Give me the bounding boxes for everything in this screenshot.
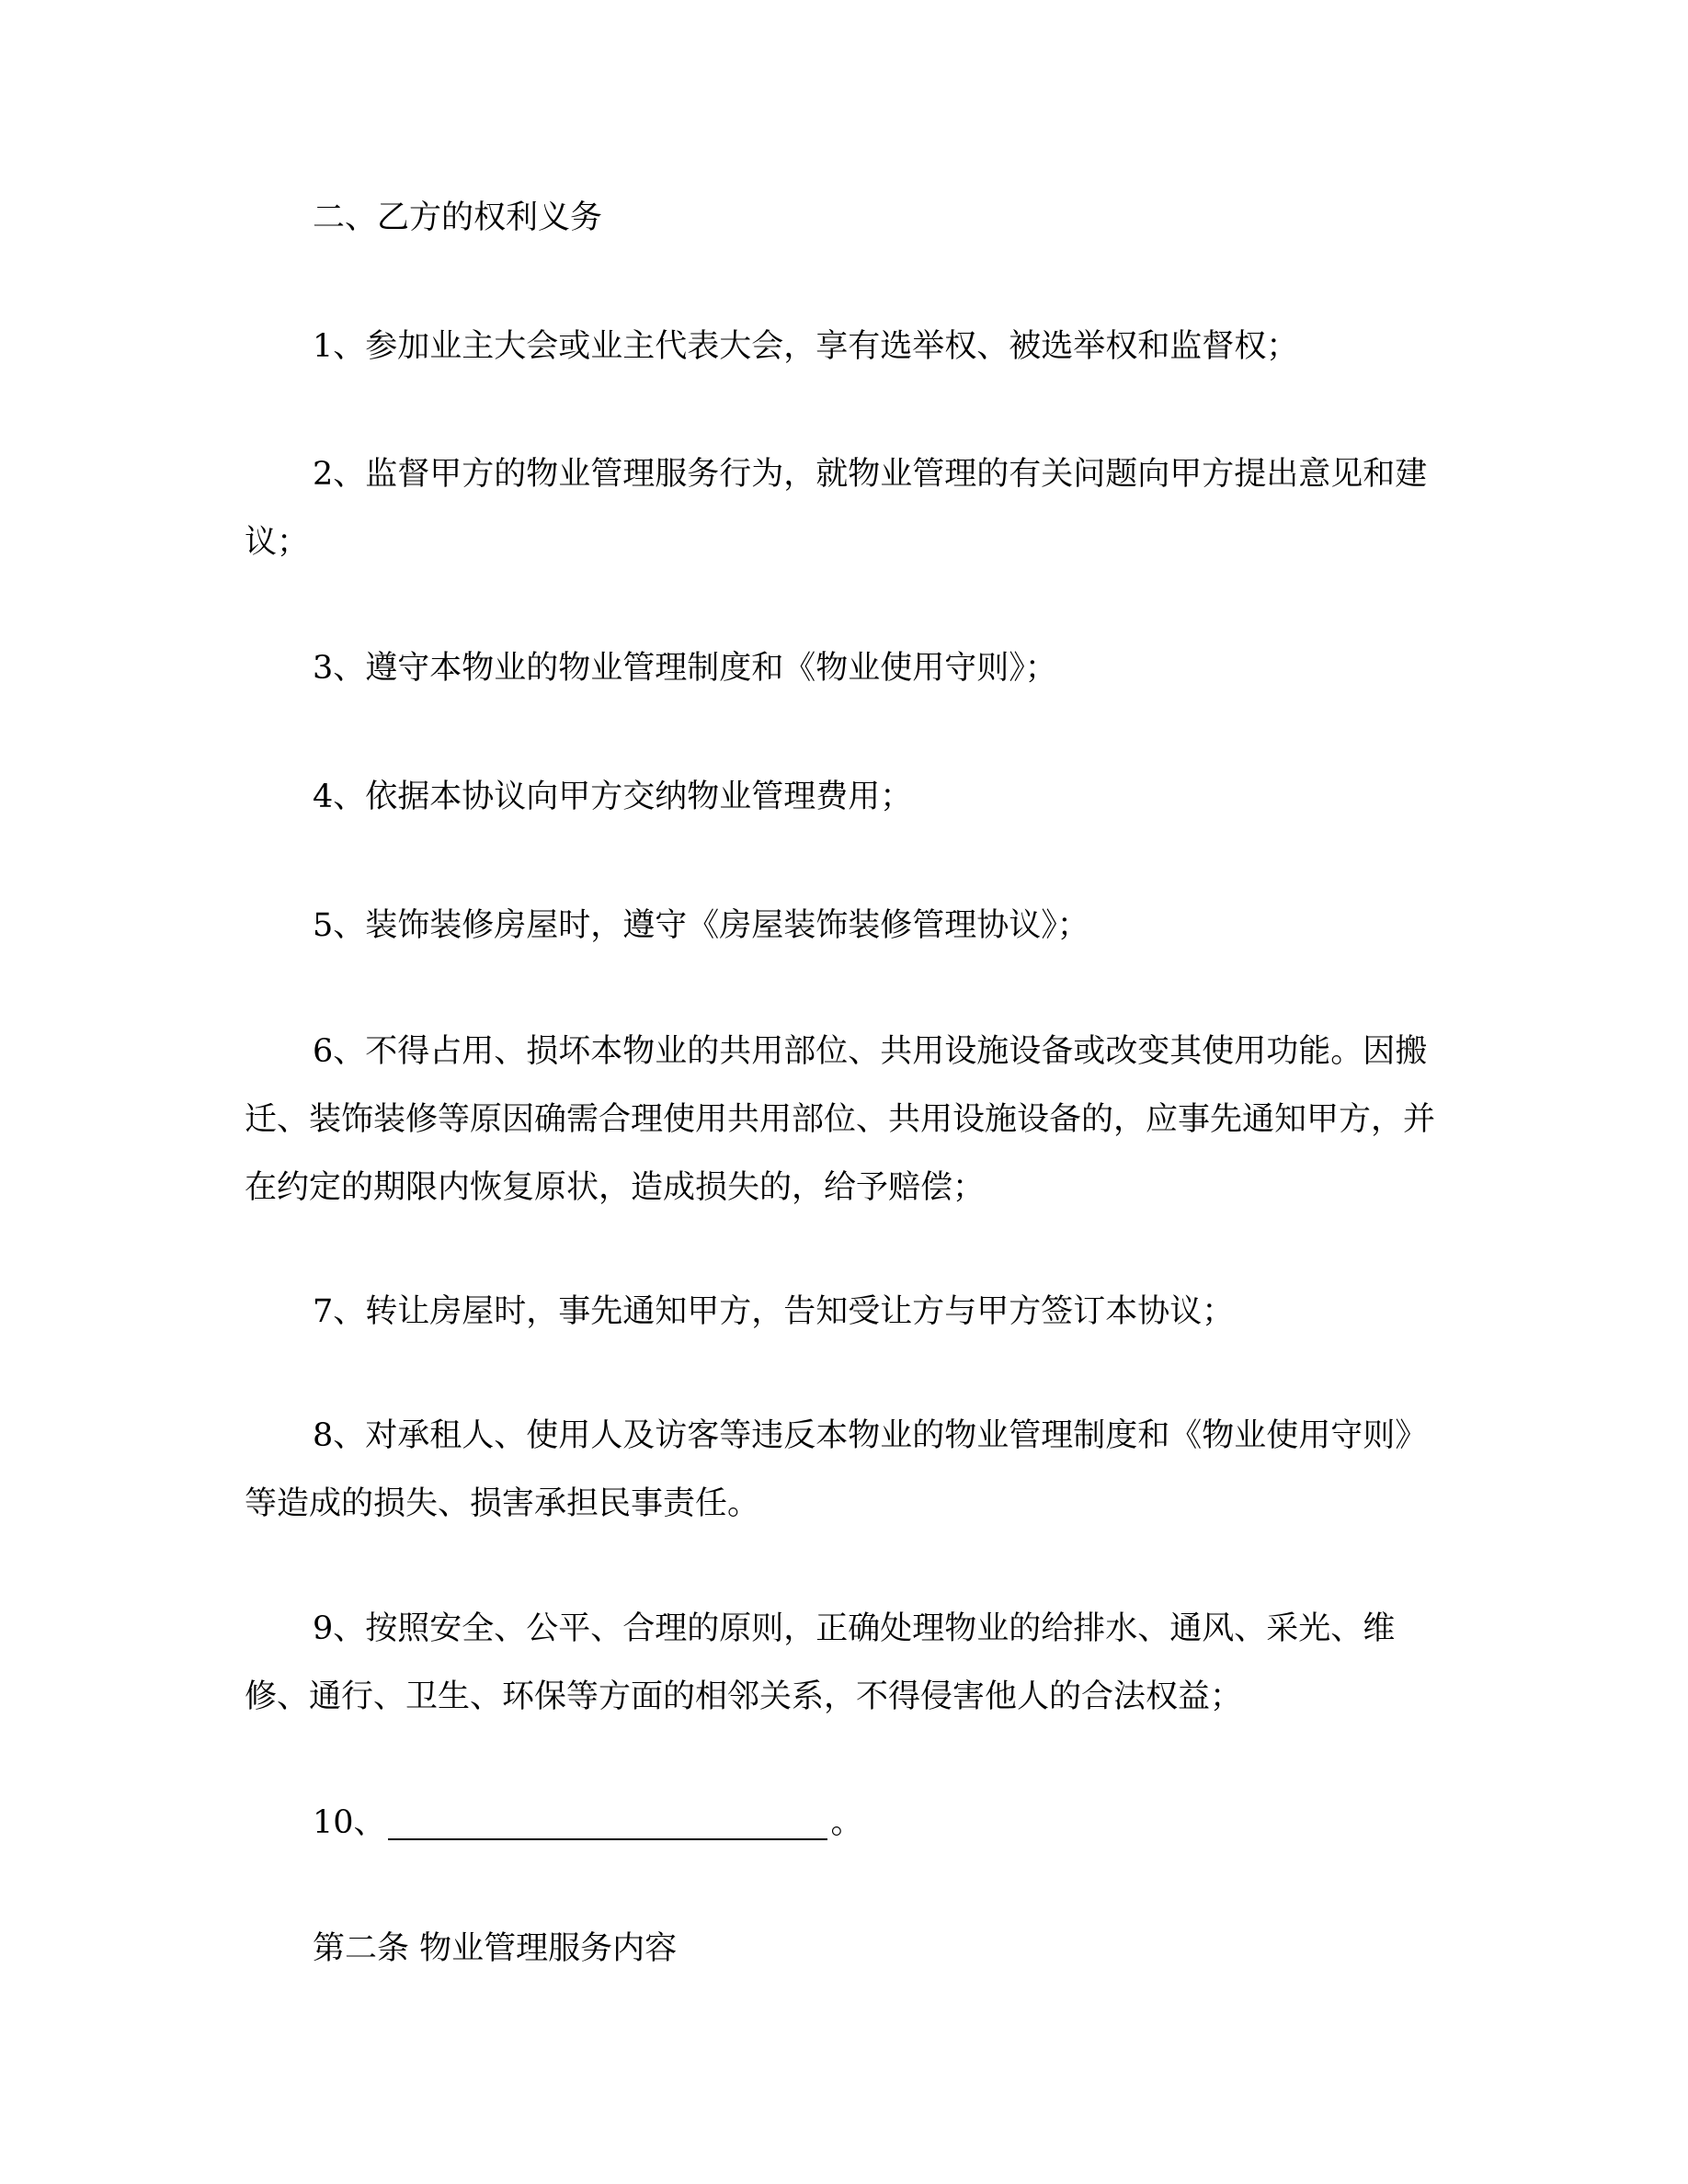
item-7: 7、转让房屋时，事先通知甲方，告知受让方与甲方签订本协议； (313, 1293, 1235, 1330)
item-1: 1、参加业主大会或业主代表大会，享有选举权、被选举权和监督权； (313, 328, 1299, 365)
item-10 (245, 1789, 1449, 1857)
item-8: 8、对承租人、使用人及访客等违反本物业的物业管理制度和《物业使用守则》等造成的损失、损害承担民事责任。 (245, 1417, 1428, 1522)
item-6: 6、不得占用、损坏本物业的共用部位、共用设施设备或改变其使用功能。因搬迁、装饰装修等原因确需合理使用共用部位、共用设施设备的，应事先通知甲方，并在约定的期限内恢复原状，造成损失的，给予赔偿； (245, 1033, 1436, 1206)
item-4: 4、依据本协议向甲方交纳物业管理费用； (313, 779, 913, 815)
article-heading: 第二条 物业管理服务内容 (313, 1930, 678, 1967)
item-2: 2、监督甲方的物业管理服务行为，就物业管理的有关问题向甲方提出意见和建议； (245, 456, 1428, 561)
section-heading: 二、乙方的权利义务 (313, 199, 603, 236)
item-3: 3、遵守本物业的物业管理制度和《物业使用守则》； (313, 650, 1057, 687)
item-10-suffix: 。 (830, 1804, 863, 1841)
fill-in-blank-line (388, 1802, 827, 1840)
item-9: 9、按照安全、公平、合理的原则，正确处理物业的给排水、通风、采光、维修、通行、卫生、环保等方面的相邻关系，不得侵害他人的合法权益； (245, 1610, 1396, 1715)
item-5: 5、装饰装修房屋时，遵守《房屋装饰装修管理协议》； (313, 907, 1089, 944)
item-10-prefix: 10、 (313, 1804, 386, 1841)
